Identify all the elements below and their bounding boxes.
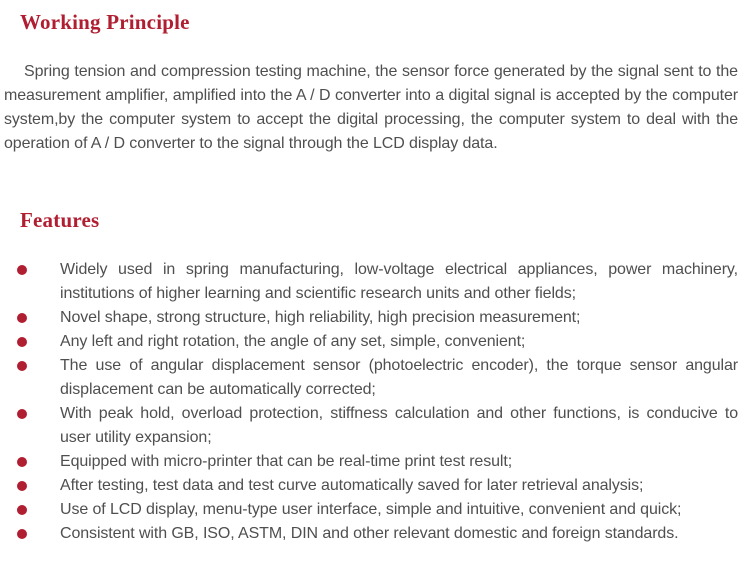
list-item-text: Equipped with micro-printer that can be real-time print test result; bbox=[60, 453, 513, 470]
bullet-icon bbox=[17, 505, 27, 515]
list-item bbox=[4, 306, 738, 330]
list-item-text: Any left and right rotation, the angle of any set, simple, convenient; bbox=[60, 333, 526, 350]
list-item-text: Novel shape, strong structure, high reliability, high precision measurement; bbox=[60, 309, 581, 326]
bullet-icon bbox=[17, 265, 27, 275]
bullet-icon bbox=[17, 337, 27, 347]
list-item-text: Consistent with GB, ISO, ASTM, DIN and other relevant domestic and foreign standards. bbox=[60, 525, 679, 542]
list-item bbox=[4, 522, 738, 546]
list-item bbox=[4, 258, 738, 306]
content-page bbox=[0, 8, 750, 546]
list-item bbox=[4, 474, 738, 498]
bullet-icon bbox=[17, 361, 27, 371]
list-item bbox=[4, 498, 738, 522]
bullet-icon bbox=[17, 481, 27, 491]
features-heading: Features bbox=[20, 208, 100, 232]
working-principle-heading: Working Principle bbox=[20, 10, 190, 34]
list-item bbox=[4, 330, 738, 354]
working-principle-paragraph: Spring tension and compression testing machine, the sensor force generated by the signal sent to the measurement amplifier, amplified into the A / D converter into a digital signal is accepted by the computer system,by the computer system to accept the digital processing, the computer system to deal with the operation of A / D converter to the signal through the LCD display data. bbox=[4, 63, 738, 152]
bullet-icon bbox=[17, 529, 27, 539]
features-list bbox=[4, 258, 738, 546]
bullet-icon bbox=[17, 457, 27, 467]
list-item-text: Use of LCD display, menu-type user interface, simple and intuitive, convenient and quick; bbox=[60, 501, 682, 518]
list-item-text: Widely used in spring manufacturing, low-voltage electrical appliances, power machinery, institutions of higher learning and scientific research units and other fields; bbox=[60, 261, 738, 302]
list-item-text: After testing, test data and test curve automatically saved for later retrieval analysis; bbox=[60, 477, 644, 494]
bullet-icon bbox=[17, 409, 27, 419]
list-item-text: With peak hold, overload protection, stiffness calculation and other functions, is conducive to user utility expansion; bbox=[60, 405, 738, 446]
list-item bbox=[4, 402, 738, 450]
list-item bbox=[4, 354, 738, 402]
bullet-icon bbox=[17, 313, 27, 323]
list-item bbox=[4, 450, 738, 474]
list-item-text: The use of angular displacement sensor (photoelectric encoder), the torque sensor angular displacement can be automatically corrected; bbox=[60, 357, 738, 398]
